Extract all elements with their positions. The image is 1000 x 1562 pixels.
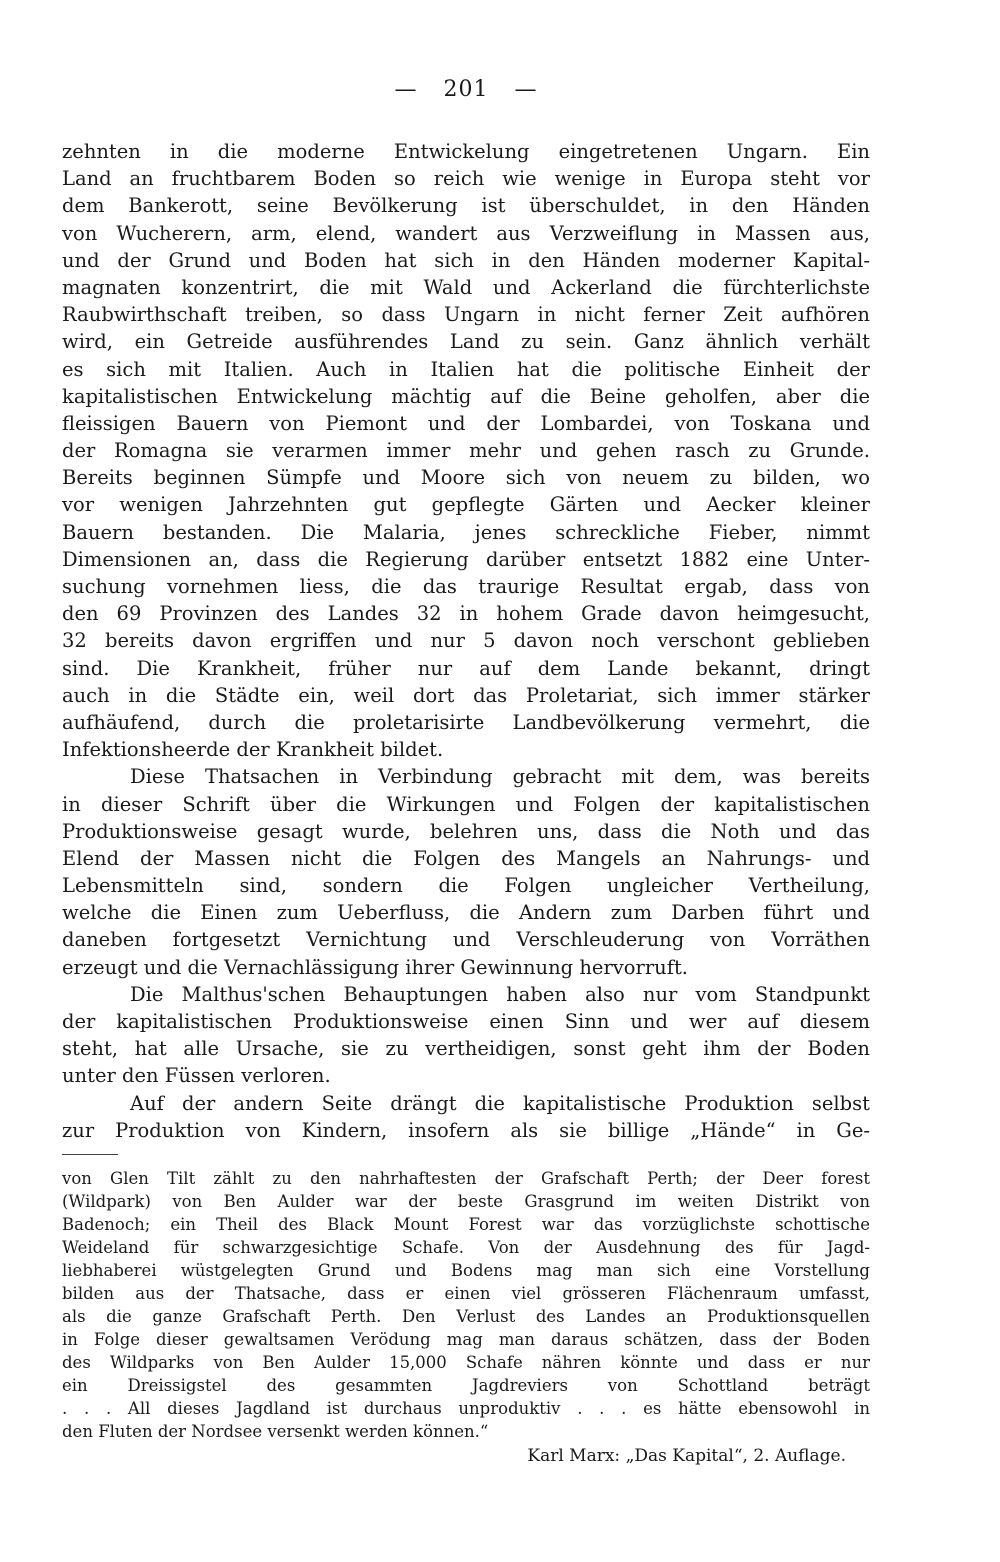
footnote-line: Weideland für schwarzgesichtige Schafe. Von der Ausdehnung des für Jagd- xyxy=(62,1237,870,1257)
text-line: erzeugt und die Vernachlässigung ihrer Gewinnung hervorruft. xyxy=(62,955,688,979)
text-line: Bauern bestanden. Die Malaria, jenes schreckliche Fieber, nimmt xyxy=(62,520,870,544)
text-line: Bereits beginnen Sümpfe und Moore sich von neuem zu bilden, wo xyxy=(62,466,870,490)
text-line: Land an fruchtbarem Boden so reich wie wenige in Europa steht vor xyxy=(62,167,870,191)
text-line: dem Bankerott, seine Bevölkerung ist überschuldet, in den Händen xyxy=(62,194,870,218)
main-text xyxy=(62,138,870,1144)
text-line: in dieser Schrift über die Wirkungen und Folgen der kapitalistischen xyxy=(62,792,870,816)
text-line: Dimensionen an, dass die Regierung darüber entsetzt 1882 eine Unter- xyxy=(62,547,870,571)
text-line: Diese Thatsachen in Verbindung gebracht mit dem, was bereits xyxy=(130,765,870,789)
book-page xyxy=(62,76,870,1469)
text-line: Lebensmitteln sind, sondern die Folgen ungleicher Vertheilung, xyxy=(62,874,870,898)
text-line: kapitalistischen Entwickelung mächtig auf die Beine geholfen, aber die xyxy=(62,384,870,408)
text-line: zehnten in die moderne Entwickelung eingetretenen Ungarn. Ein xyxy=(62,140,870,163)
footnote-separator xyxy=(62,1154,118,1155)
header-dash-left: — xyxy=(394,77,418,102)
text-line: zur Produktion von Kindern, insofern als sie billige „Hände“ in Ge- xyxy=(62,1118,870,1142)
text-line: den 69 Provinzen des Landes 32 in hohem Grade davon heimgesucht, xyxy=(62,602,870,626)
text-line: aufhäufend, durch die proletarisirte Landbevölkerung vermehrt, die xyxy=(62,710,870,734)
text-line: es sich mit Italien. Auch in Italien hat die politische Einheit der xyxy=(62,357,870,381)
page-header xyxy=(62,76,870,104)
text-line: daneben fortgesetzt Vernichtung und Verschleuderung von Vorräthen xyxy=(62,928,870,952)
page-number: 201 xyxy=(443,77,489,102)
text-line: Infektionsheerde der Krankheit bildet. xyxy=(62,738,444,762)
text-line: fleissigen Bauern von Piemont und der Lombardei, von Toskana und xyxy=(62,411,870,435)
text-line: der kapitalistischen Produktionsweise einen Sinn und wer auf diesem xyxy=(62,1010,870,1033)
footnote-line: den Fluten der Nordsee versenkt werden können.“ xyxy=(62,1421,489,1441)
text-line: steht, hat alle Ursache, sie zu vertheidigen, sonst geht ihm der Boden xyxy=(62,1037,870,1061)
text-line: von Wucherern, arm, elend, wandert aus Verzweiflung in Massen aus, xyxy=(62,221,870,245)
footnote-line: ein Dreissigstel des gesammten Jagdreviers von Schottland beträgt xyxy=(62,1375,870,1395)
footnote-attribution: Karl Marx: „Das Kapital“, 2. Auflage. xyxy=(527,1445,846,1466)
footnote-line: liebhaberei wüstgelegten Grund und Bodens mag man sich eine Vorstellung xyxy=(62,1260,870,1280)
text-line: Raubwirthschaft treiben, so dass Ungarn in nicht ferner Zeit aufhören xyxy=(62,303,870,327)
text-line: 32 bereits davon ergriffen und nur 5 davon noch verschont geblieben xyxy=(62,629,870,653)
text-line: Auf der andern Seite drängt die kapitalistische Produktion selbst xyxy=(130,1091,870,1115)
footnote-line: . . . All dieses Jagdland ist durchaus unproduktiv . . . es hätte ebensowohl in xyxy=(62,1398,870,1418)
text-line: sind. Die Krankheit, früher nur auf dem Lande bekannt, dringt xyxy=(62,656,870,680)
text-line: vor wenigen Jahrzehnten gut gepflegte Gärten und Aecker kleiner xyxy=(62,493,870,517)
text-line: wird, ein Getreide ausführendes Land zu sein. Ganz ähnlich verhält xyxy=(62,330,870,354)
text-line: magnaten konzentrirt, die mit Wald und Ackerland die fürchterlichste xyxy=(62,275,870,299)
text-line: suchung vornehmen liess, die das traurige Resultat ergab, dass von xyxy=(62,575,870,598)
footnote-line: des Wildparks von Ben Aulder 15,000 Schafe nähren könnte und dass er nur xyxy=(62,1352,870,1372)
text-line: welche die Einen zum Ueberfluss, die Andern zum Darben führt und xyxy=(62,901,870,925)
text-line: der Romagna sie verarmen immer mehr und gehen rasch zu Grunde. xyxy=(62,439,870,463)
footnote-line: Badenoch; ein Theil des Black Mount Forest war das vorzüglichste schottische xyxy=(62,1214,870,1234)
text-line: auch in die Städte ein, weil dort das Proletariat, sich immer stärker xyxy=(62,683,870,707)
footnote-line: bilden aus der Thatsache, dass er einen viel grösseren Flächenraum umfasst, xyxy=(62,1283,870,1303)
text-line: unter den Füssen verloren. xyxy=(62,1064,331,1088)
footnote-line: als die ganze Grafschaft Perth. Den Verlust des Landes an Produktionsquellen xyxy=(62,1306,870,1326)
footnote-line: (Wildpark) von Ben Aulder war der beste Grasgrund im weiten Distrikt von xyxy=(62,1191,870,1211)
text-line: und der Grund und Boden hat sich in den Händen moderner Kapital- xyxy=(62,248,870,272)
footnote-line: in Folge dieser gewaltsamen Verödung mag man daraus schätzen, dass der Boden xyxy=(62,1329,870,1349)
text-line: Produktionsweise gesagt wurde, belehren uns, dass die Noth und das xyxy=(62,819,870,843)
text-line: Elend der Massen nicht die Folgen des Mangels an Nahrungs- und xyxy=(62,846,870,870)
text-line: Die Malthus'schen Behauptungen haben also nur vom Standpunkt xyxy=(130,982,870,1006)
footnote xyxy=(62,1167,870,1443)
footnote-line: von Glen Tilt zählt zu den nahrhaftesten der Grafschaft Perth; der Deer forest xyxy=(62,1168,870,1188)
header-dash-right: — xyxy=(514,77,538,102)
